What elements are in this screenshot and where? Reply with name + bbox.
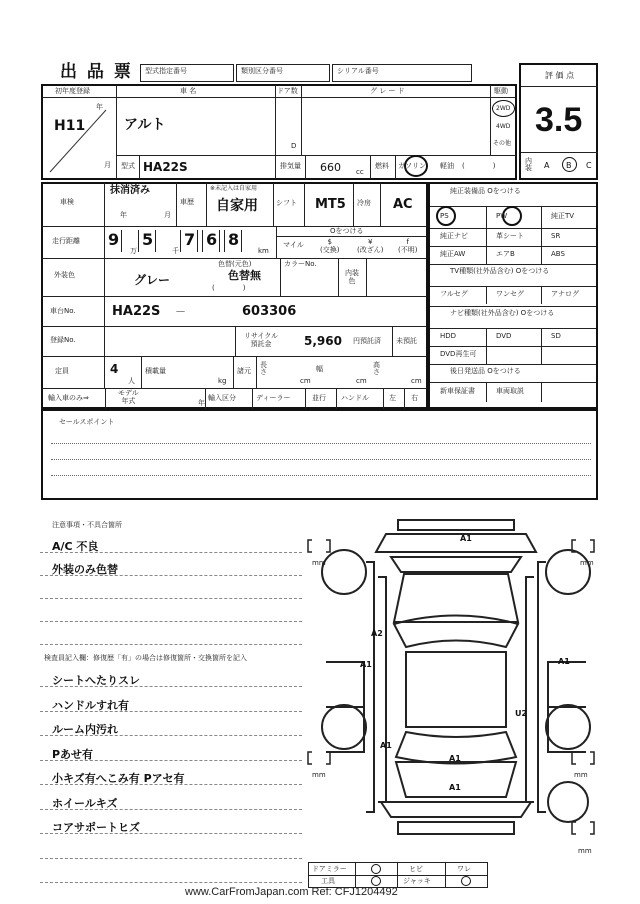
history-value: 自家用 [216, 198, 258, 214]
mileage-digit-box [180, 230, 198, 252]
equip-section-title: TV種類(社外品含む) Oをつける [450, 267, 550, 275]
class-no-label: 類別区分番号 [241, 67, 283, 75]
serial-no-label: シリアル番号 [337, 67, 379, 75]
recycle-not: 未預託 [396, 337, 417, 345]
mileage-sen: 千 [172, 247, 179, 255]
equip-item: ABS [551, 250, 565, 258]
equip-col-rule [486, 328, 487, 346]
chassis-number: 603306 [242, 304, 297, 319]
equip-col-rule [541, 206, 542, 228]
equip-item: PS [440, 212, 449, 220]
mileage-km: km [258, 247, 269, 255]
interior-c: C [586, 161, 592, 170]
name-label: 車 名 [180, 87, 197, 95]
doors-unit: D [291, 142, 297, 150]
interior-b-circle [562, 157, 577, 172]
mm-front-right: mm [580, 559, 594, 567]
fuel-other-paren: ( ) [462, 162, 496, 170]
caution-label: 注意事項・不具合箇所 [52, 521, 122, 529]
class-no-box [236, 64, 330, 82]
mileage-digit: 5 [142, 230, 154, 249]
equip-col-rule [486, 382, 487, 402]
mileage-man: 万 [130, 247, 137, 255]
ac-value: AC [393, 197, 413, 212]
serial-no-box [332, 64, 472, 82]
mileage-digit-box [138, 230, 156, 252]
note-line: シートへたりスレ [52, 674, 140, 687]
ac-label: 冷房 [357, 199, 371, 207]
load-unit: kg [218, 377, 227, 385]
equip-item: HDD [440, 332, 457, 340]
displacement-unit: cc [356, 168, 364, 176]
equip-col-rule [541, 328, 542, 346]
equip-item: 純正ナビ [440, 232, 468, 240]
note-rule [40, 644, 302, 645]
note-line: A/C 不良 [52, 540, 99, 553]
month-unit: 月 [104, 161, 111, 169]
note-line: コアサポートヒズ [52, 821, 140, 834]
parallel-label: 並行 [312, 394, 326, 402]
mark-rear-bumper: A1 [449, 783, 461, 792]
chassis-model: HA22S [112, 304, 161, 319]
exterior-value: グレー [134, 273, 171, 287]
recycle-label: リサイクル 預託金 [244, 332, 279, 349]
model-year-label: モデル 年式 [118, 389, 139, 405]
legend-tools: 工具 [321, 877, 335, 885]
capacity-unit: 人 [128, 377, 135, 385]
note-line: ルーム内汚れ [52, 723, 118, 736]
load-label: 積載量 [145, 367, 166, 375]
mark-left-rear: A1 [380, 741, 392, 750]
mark-hood-left: A2 [371, 629, 383, 638]
drive-label: 駆動 [494, 87, 508, 95]
equip-item: SR [551, 232, 561, 240]
capacity-value: 4 [110, 362, 119, 376]
interior-b: B [566, 161, 572, 170]
legend-jack: ジャッキ [403, 877, 431, 885]
mark-right-door: A1 [558, 657, 570, 666]
score-label: 評 価 点 [545, 71, 575, 80]
equip-section-title: ナビ種類(社外品含む) Oをつける [450, 309, 555, 317]
equip-item: フルセグ [440, 290, 468, 298]
equip-item: 新車保証書 [440, 387, 475, 395]
mileage-digit-box [202, 230, 220, 252]
mileage-tamper: ¥ (改ざん) [357, 238, 384, 255]
equip-item: 純正AW [440, 250, 466, 258]
equip-item: SD [551, 332, 561, 340]
mileage-digit: 6 [206, 230, 218, 249]
fuel-diesel: 軽油 [440, 162, 454, 170]
equip-item: 革シート [496, 232, 524, 240]
displacement-value: 660 [320, 161, 341, 174]
model-value: HA22S [143, 160, 188, 174]
note-line: ホイールキズ [52, 796, 118, 810]
shift-label: シフト [276, 199, 297, 207]
mileage-exchange: $ (交換) [320, 238, 340, 255]
dealer-label: ディーラー [256, 394, 291, 402]
fuel-gasoline: ガソリン [398, 162, 426, 170]
car-diagram [306, 512, 606, 862]
grade-label: グ レ ー ド [370, 87, 405, 95]
handle-right: 右 [411, 394, 418, 402]
first-reg-value: H11 [54, 118, 86, 134]
equip-item: 車両取説 [496, 387, 524, 395]
drive-2wd: 2WD [496, 105, 511, 112]
model-cert-box [140, 64, 234, 82]
mark-left-door: A1 [360, 660, 372, 669]
legend-break: ワレ [457, 865, 471, 873]
fuel-gas-circle [404, 155, 428, 177]
legend-crack: ヒビ [409, 865, 423, 873]
equip-col-rule [486, 346, 487, 364]
equip-item: DVD再生可 [440, 350, 477, 358]
sales-point-box [41, 409, 598, 500]
legend-door-mirror: ドアミラー [312, 865, 347, 873]
model-cert-label: 型式指定番号 [145, 67, 187, 75]
width-label: 幅 [316, 365, 323, 373]
handle-label: ハンドル [341, 394, 369, 402]
equip-rule [430, 264, 596, 265]
equip-col-rule [541, 246, 542, 264]
doors-label: ドア数 [277, 87, 298, 95]
equip-section-title: 純正装備品 Oをつける [450, 187, 521, 195]
import-label: 輸入車のみ⇒ [48, 394, 89, 402]
reg-no-label: 登録No. [50, 336, 76, 344]
equip-item: ワンセグ [496, 290, 524, 298]
fuel-label: 燃料 [375, 162, 389, 170]
note-line: 小キズ有へこみ有 Pアセ有 [52, 772, 185, 785]
score-box [519, 63, 598, 180]
note-rule [40, 882, 302, 883]
chassis-label: 車台No. [50, 307, 76, 315]
exterior-label: 外装色 [54, 271, 75, 279]
equip-rule [430, 228, 596, 229]
mm-rear-right: mm [574, 771, 588, 779]
note-rule [40, 598, 302, 599]
inspection-month-unit: 月 [164, 211, 171, 219]
equip-rule [430, 246, 596, 247]
height-unit: cm [411, 377, 422, 385]
capacity-label: 定員 [55, 367, 69, 375]
first-reg-slash [48, 108, 108, 174]
mark-front: A1 [460, 534, 472, 543]
equip-col-rule [486, 206, 487, 228]
equip-item: エアB [496, 250, 515, 258]
mileage-unknown: f (不明) [398, 238, 418, 255]
repaint-label: 色替(元色) [218, 260, 252, 268]
mileage-label: 走行距離 [52, 237, 80, 245]
dims-label: 諸元 [237, 367, 251, 375]
equip-col-rule [541, 346, 542, 364]
length-unit: cm [300, 377, 311, 385]
equip-rule [430, 306, 596, 307]
interior-a: A [544, 161, 550, 170]
recycle-value: 5,960 [304, 334, 342, 348]
history-label: 車歴 [180, 198, 194, 206]
equip-rule [430, 382, 596, 383]
equip-item: PW [496, 212, 508, 220]
year-unit: 年 [96, 103, 103, 111]
page-title: 出 品 票 [60, 62, 133, 82]
recycle-unit: 円預託済 [353, 337, 381, 345]
equip-col-rule [486, 228, 487, 246]
car-name-value: アルト [124, 117, 166, 133]
mm-spare: mm [578, 847, 592, 855]
equip-rule [430, 286, 596, 287]
mm-rear-left: mm [312, 771, 326, 779]
mileage-digit-box [104, 230, 122, 252]
mirror-circle [371, 864, 381, 874]
mileage-digit-box [224, 230, 242, 252]
height-label: 高さ [373, 361, 380, 376]
mm-front-left: mm [312, 559, 326, 567]
import-class-label: 輸入区分 [208, 394, 236, 402]
inspector-label: 検査員記入欄：修復歴「有」の場合は修復箇所・交換箇所を記入 [44, 654, 247, 662]
equip-selected-circle [436, 206, 456, 226]
interior-label: 内装 [525, 157, 532, 172]
equip-col-rule [486, 246, 487, 264]
length-label: 長さ [260, 361, 267, 376]
note-rule [40, 858, 302, 859]
mileage-digit: 8 [228, 230, 240, 249]
equip-col-rule [541, 286, 542, 304]
inspection-year-unit: 年 [120, 211, 127, 219]
equip-item: DVD [496, 332, 512, 340]
equip-selected-circle [502, 206, 522, 226]
drive-2wd-circle [492, 100, 515, 117]
repaint-value: 色替無 [228, 269, 261, 282]
color-no-label: カラーNo. [284, 260, 317, 268]
chassis-dash: － [175, 305, 186, 318]
first-reg-label: 初年度登録 [55, 87, 90, 95]
width-unit: cm [356, 377, 367, 385]
score-value: 3.5 [535, 101, 583, 139]
equip-col-rule [541, 382, 542, 402]
mark-rear: A1 [449, 754, 461, 763]
model-label: 型式 [121, 162, 135, 170]
legend-box [308, 862, 488, 888]
tools-circle [371, 876, 381, 886]
inspection-label: 車検 [60, 198, 74, 206]
note-rule [40, 621, 302, 622]
mileage-mile: マイル [283, 241, 304, 249]
handle-left: 左 [389, 394, 396, 402]
sales-point-label: セールスポイント [59, 418, 115, 426]
mileage-digit: 7 [184, 230, 196, 249]
shift-value: MT5 [315, 197, 346, 212]
jack-circle [461, 876, 471, 886]
equip-rule [430, 364, 596, 365]
equip-item: 純正TV [551, 212, 575, 220]
drive-4wd: 4WD [496, 123, 511, 130]
note-line: 外装のみ色替 [52, 563, 118, 576]
mileage-circle-note: Oをつける [330, 227, 364, 235]
equip-col-rule [541, 228, 542, 246]
watermark: www.CarFromJapan.com Ref: CFJ1204492 [185, 886, 398, 898]
equip-item: アナログ [551, 290, 579, 298]
interior-color-label: 内装 色 [345, 269, 359, 286]
equip-rule [430, 346, 596, 347]
drive-other: その他 [493, 140, 512, 147]
inspection-value: 抹消済み [110, 185, 150, 196]
mark-right-rear: U2 [515, 709, 528, 718]
history-note: ※未記入は自家用 [210, 185, 258, 192]
displacement-label: 排気量 [280, 162, 301, 170]
equip-section-title: 後日発送品 Oをつける [450, 367, 521, 375]
repaint-paren: ( ) [212, 284, 246, 292]
note-line: ハンドルすれ有 [52, 698, 129, 712]
equip-rule [430, 328, 596, 329]
mileage-digit: 9 [108, 230, 120, 249]
equip-col-rule [486, 286, 487, 304]
model-year-unit: 年 [198, 399, 205, 407]
note-line: Pあせ有 [52, 747, 94, 761]
